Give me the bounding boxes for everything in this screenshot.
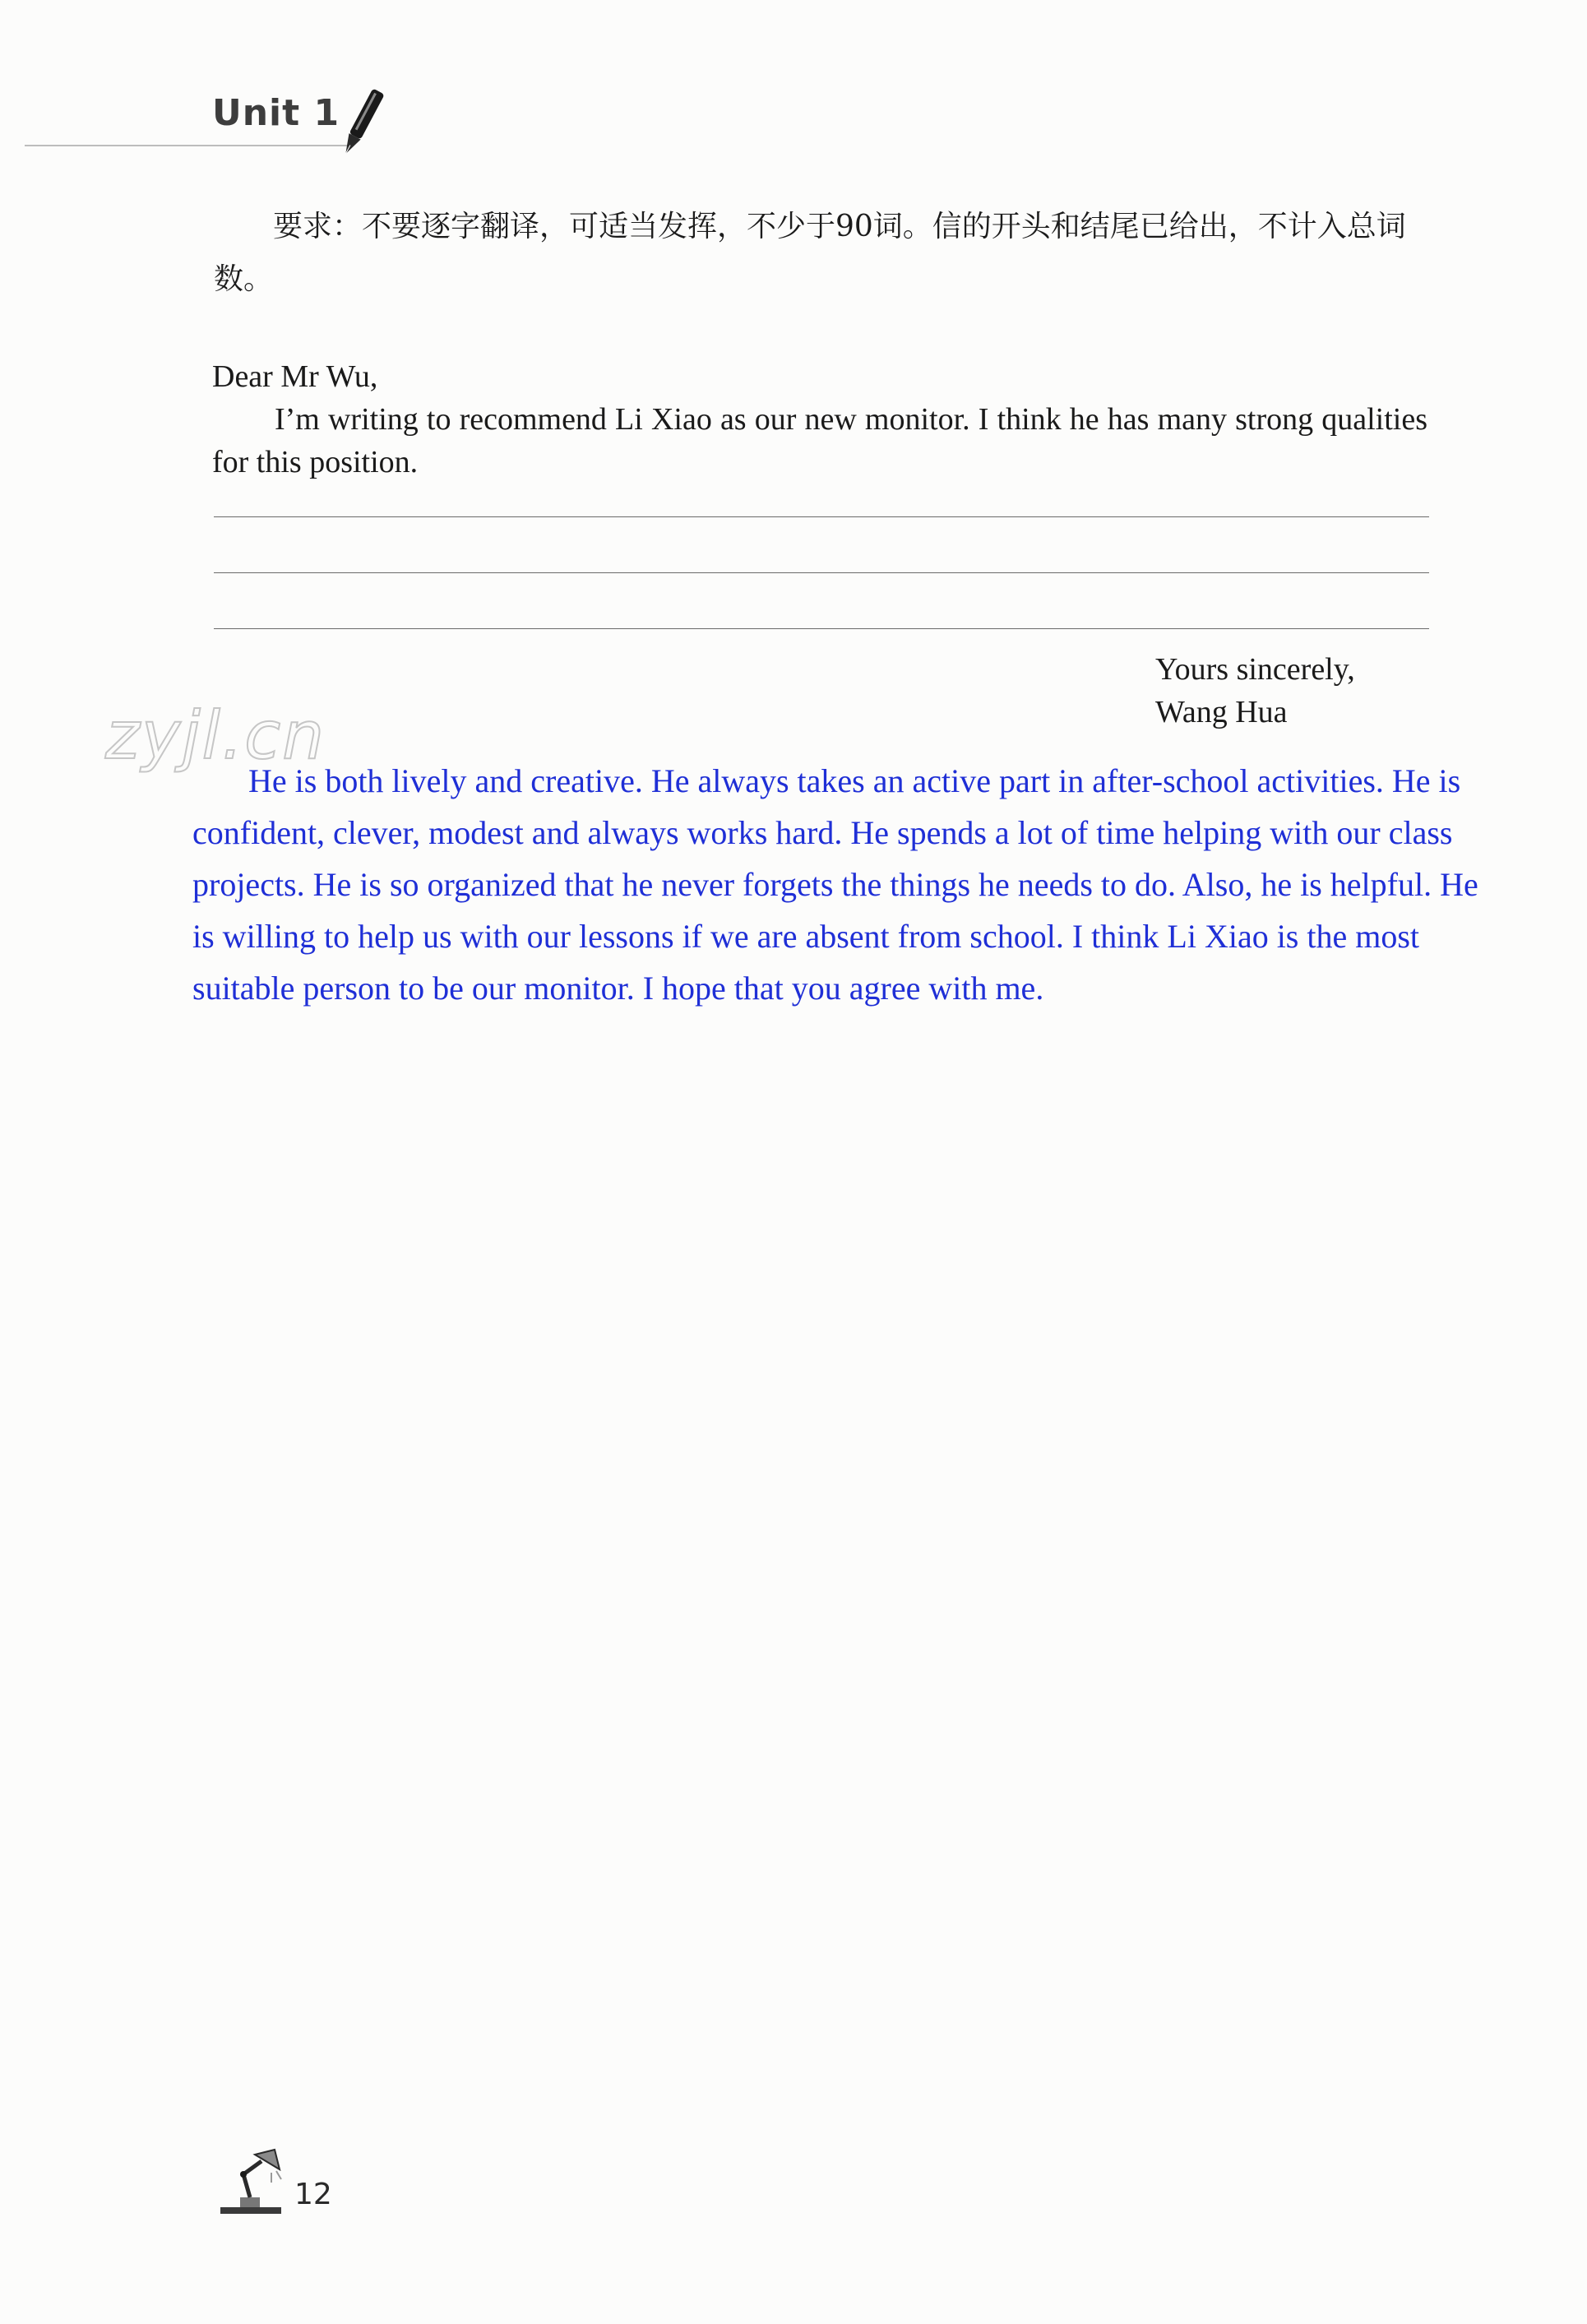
unit-title: Unit 1 [212,92,340,134]
desk-lamp-icon [215,2146,286,2217]
writing-line [214,628,1429,629]
letter-salutation: Dear Mr Wu, [212,359,378,394]
letter-closing-block [1155,648,1355,734]
letter-opening: I’m writing to recommend Li Xiao as our new monitor. I think he has many strong qualities for this position. [212,402,1427,479]
watermark: zyjl.cn [105,697,326,774]
writing-instruction: 要求：不要逐字翻译，可适当发挥，不少于90词。信的开头和结尾已给出，不计入总词数。 [214,210,1406,296]
sample-answer: He is both lively and creative. He always takes an active part in after-school activities. He is confident, clever, modest and always works hard. He spends a lot of time helping with our class projects. He is so organized that he never forgets the things he needs to do. Also, he is helpful. He is willing to help us with our lessons if we are absent from school. I think Li Xiao is the most suitable person to be our monitor. I hope that you agree with me. [192,762,1478,1007]
letter-closing: Yours sincerely, [1155,652,1355,687]
writing-line [214,516,1429,517]
pen-icon [329,82,395,164]
letter-signature: Wang Hua [1155,695,1288,729]
writing-line [214,572,1429,573]
header-rule [25,145,354,146]
page-number: 12 [294,2178,332,2211]
